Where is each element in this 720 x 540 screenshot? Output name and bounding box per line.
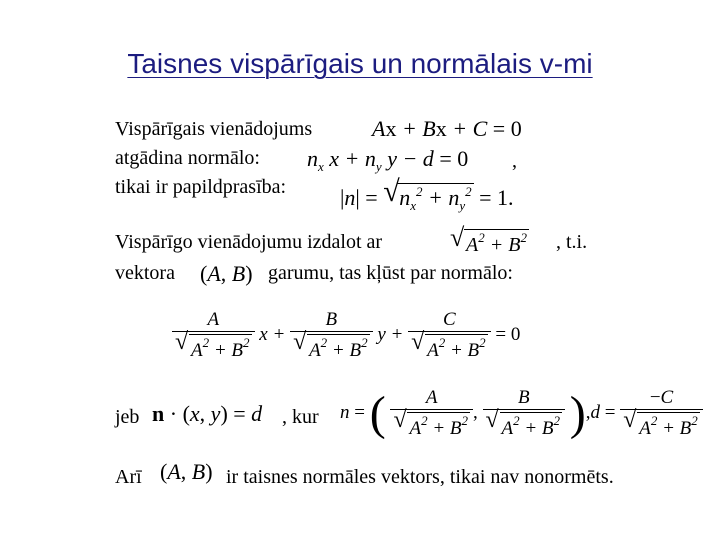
text-comma: , <box>512 150 517 172</box>
text-ti: , t.i. <box>556 231 588 253</box>
text-normal-label: atgādina normālo: <box>115 147 260 169</box>
formula-n-definition: n = ( A √ $A^2 + B^2$ , B √ $A^2 + B^2$ ),d = −C √ $A^2 + B^2$ <box>340 386 703 441</box>
text-divide-label: Vispārīgo vienādojumu izdalot ar <box>115 231 383 253</box>
text-general-eq-label: Vispārīgais vienādojums <box>115 118 313 140</box>
text-vector-label: vektora <box>115 262 175 284</box>
formula-normalized: A √ $A^2 + B^2$ x + B √ $A^2 + B^2$ y + C √ $A^2 + B^2$ = 0 <box>172 309 520 362</box>
text-normal-vector-note: ir taisnes normāles vektors, tikai nav nonormēts. <box>226 466 614 488</box>
text-ari: Arī <box>115 466 142 488</box>
text-condition-label: tikai ir papildprasība: <box>115 176 287 198</box>
formula-vector-AB-2: (A, B) <box>160 459 213 484</box>
formula-normal: $n_x$ $x + n_y$ y − d = 0 <box>307 146 469 174</box>
text-jeb: jeb <box>115 406 140 428</box>
text-kur: , kur <box>282 406 319 428</box>
text-length-label: garumu, tas kļūst par normālo: <box>268 262 513 284</box>
formula-divisor: √ $A^2 + B^2$ <box>450 223 527 256</box>
formula-general: Ax + Bx + C = 0 <box>372 116 522 141</box>
slide-title: Taisnes vispārīgais un normālais v-mi <box>127 48 593 79</box>
formula-dot-product: n · (x, y) = d <box>152 401 263 426</box>
formula-norm-condition: |n| = √ $n_x^2 + n_y^2 = 1$. <box>340 175 514 213</box>
formula-vector-AB: (A, B) <box>200 261 253 286</box>
